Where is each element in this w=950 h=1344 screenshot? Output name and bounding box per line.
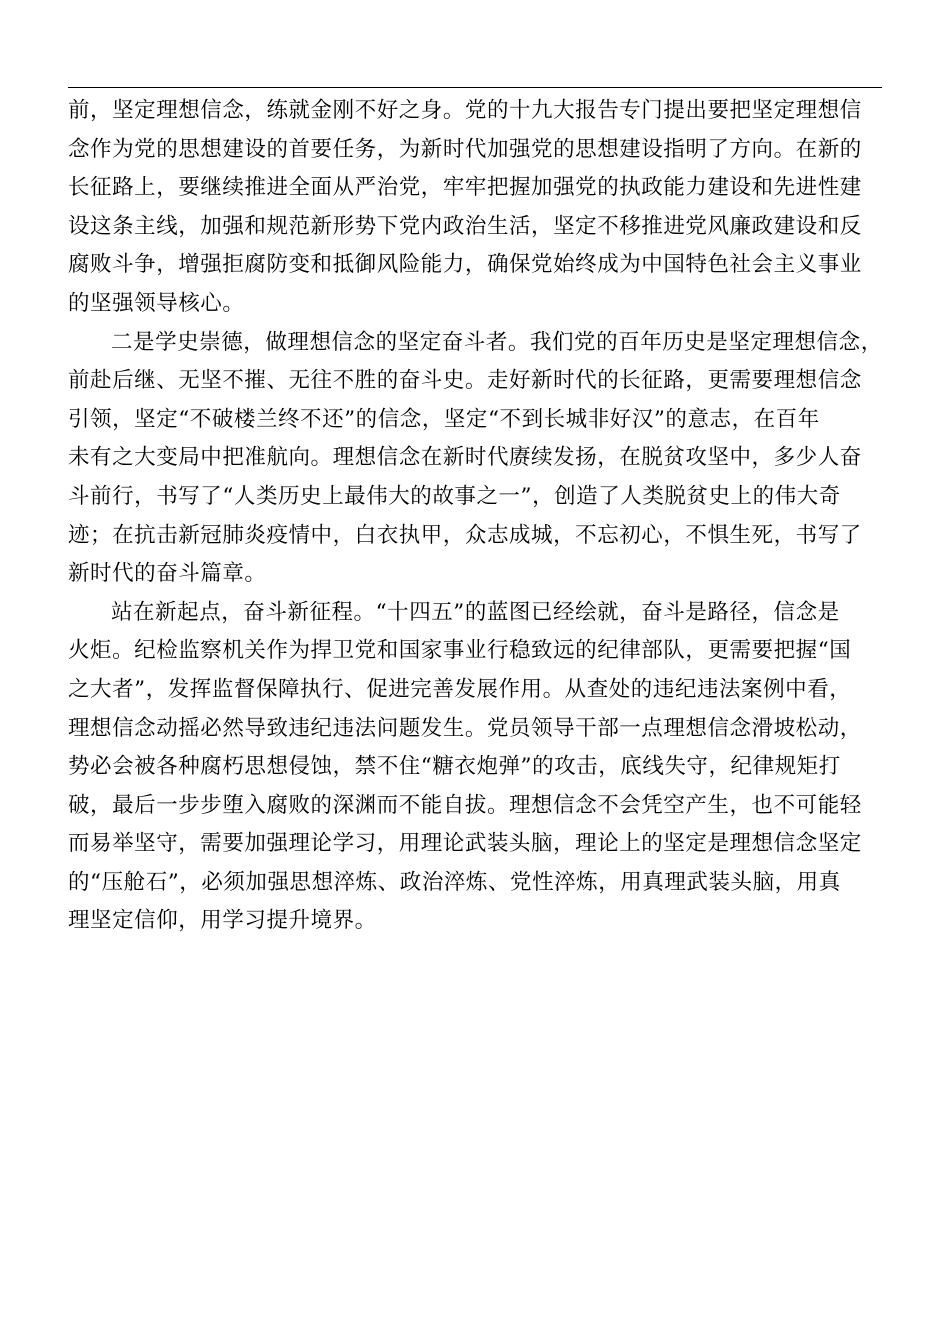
paragraph-3: [68, 594, 882, 941]
text-line: 长征路上，要继续推进全面从严治党，牢牢把握加强党的执政能力建设和先进性建: [68, 175, 862, 201]
text-line: 而易举坚守，需要加强理论学习，用理论武装头脑，理论上的坚定是理想信念坚定: [68, 831, 862, 857]
text-line: 前赴后继、无坚不摧、无往不胜的奋斗史。走好新时代的长征路，更需要理想信念: [68, 368, 862, 394]
text-line: 引领，坚定“不破楼兰终不还”的信念，坚定“不到长城非好汉”的意志，在百年: [68, 406, 820, 432]
text-line: 腐败斗争，增强拒腐防变和抵御风险能力，确保党始终成为中国特色社会主义事业: [68, 252, 862, 278]
text-line: 斗前行，书写了“人类历史上最伟大的故事之一”，创造了人类脱贫史上的伟大奇: [68, 483, 841, 509]
paragraph-2: [68, 324, 882, 594]
text-line: 的坚强领导核心。: [68, 290, 245, 316]
text-line: 之大者”，发挥监督保障执行、促进完善发展作用。从查处的违纪违法案例中看，: [68, 676, 852, 702]
text-line: 势必会被各种腐朽思想侵蚀，禁不住“糖衣炮弹”的攻击，底线失守，纪律规矩打: [68, 754, 841, 780]
text-line: 破，最后一步步堕入腐败的深渊而不能自拔。理想信念不会凭空产生，也不可能轻: [68, 792, 862, 818]
text-line: 迹；在抗击新冠肺炎疫情中，白衣执甲，众志成城，不忘初心，不惧生死，书写了: [68, 522, 862, 548]
text-line: 未有之大变局中把准航向。理想信念在新时代赓续发扬，在脱贫攻坚中，多少人奋: [68, 445, 862, 471]
text-line-first: 二是学史崇德，做理想信念的坚定奋斗者。我们党的百年历史是坚定理想信念，: [111, 329, 883, 355]
text-line: 理坚定信仰，用学习提升境界。: [68, 908, 377, 934]
text-line-first: 站在新起点，奋斗新征程。“十四五”的蓝图已经绘就，奋斗是路径，信念是: [111, 599, 840, 625]
text-line: 理想信念动摇必然导致违纪违法问题发生。党员领导干部一点理想信念滑坡松动，: [68, 715, 862, 741]
text-line: 念作为党的思想建设的首要任务，为新时代加强党的思想建设指明了方向。在新的: [68, 136, 862, 162]
paragraph-1: [68, 92, 882, 324]
body-text: [68, 92, 882, 941]
header-rule: [68, 87, 882, 88]
text-line: 火炬。纪检监察机关作为捍卫党和国家事业行稳致远的纪律部队，更需要把握“国: [68, 638, 852, 664]
text-line: 设这条主线，加强和规范新形势下党内政治生活，坚定不移推进党风廉政建设和反: [68, 213, 862, 239]
text-line: 的“压舱石”，必须加强思想淬炼、政治淬炼、党性淬炼，用真理武装头脑，用真: [68, 869, 841, 895]
text-line: 新时代的奋斗篇章。: [68, 561, 267, 587]
text-line: 前，坚定理想信念，练就金刚不好之身。党的十九大报告专门提出要把坚定理想信: [68, 98, 862, 123]
